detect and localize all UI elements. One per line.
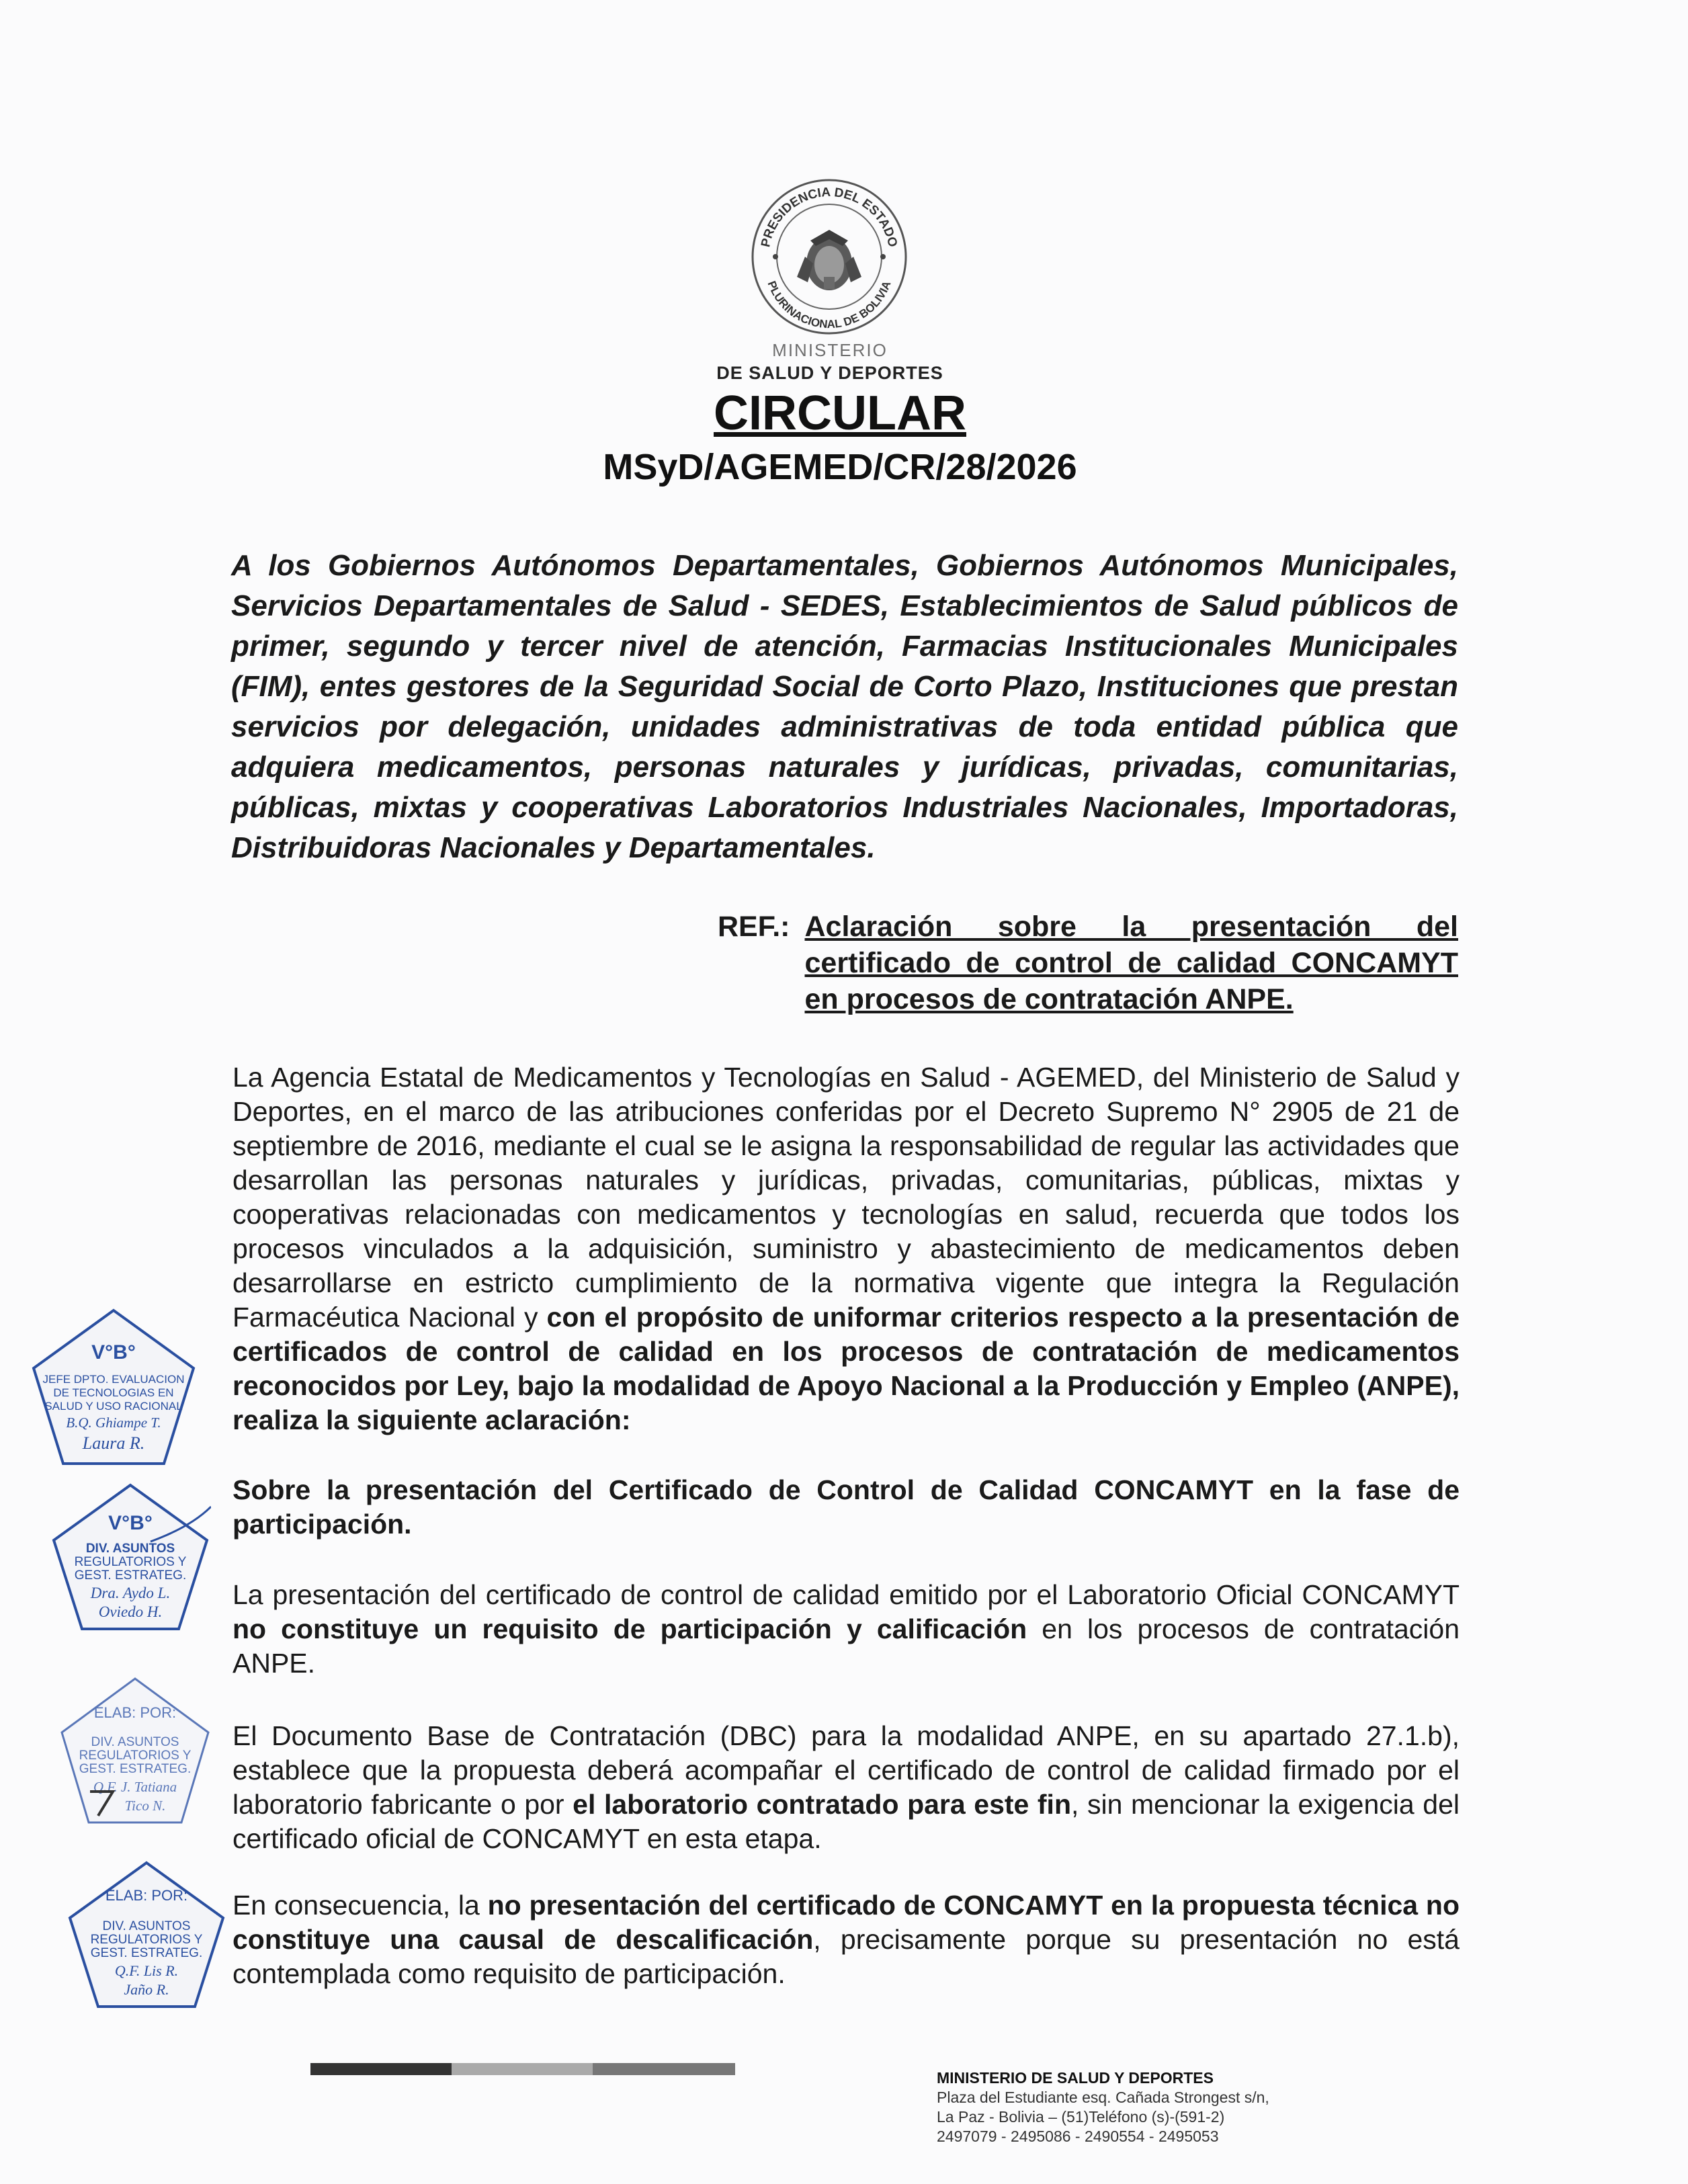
state-seal-logo [749,176,910,337]
stamp-2-name: Oviedo H. [98,1603,163,1620]
elaboration-stamp-1 [58,1673,212,1828]
stamp-2-top: V°B° [108,1512,153,1534]
body-paragraph-3 [233,1719,1460,1856]
footer-org: MINISTERIO DE SALUD Y DEPORTES [937,2069,1214,2087]
ministry-name: DE SALUD Y DEPORTES [716,363,943,383]
p2-bold-text: no constituye un requisito de participación y calificación [233,1613,1027,1644]
stamp-3-line: DIV. ASUNTOS [91,1735,179,1749]
p2-text-a: La presentación del certificado de control de calidad emitido por el Laboratorio Oficial CONCAMYT [233,1579,1460,1610]
p4-bold-text: no presentación del certificado de CONCAMYT en la propuesta técnica no constituye una causal de descalificación [233,1890,1460,1955]
p1-text: La Agencia Estatal de Medicamentos y Tecnologías en Salud - AGEMED, del Ministerio de Salud y Deportes, en el marco de las atribuciones conferidas por el Decreto Supremo N° 2905 de 21 de septiembre de 2016, mediante el cual se le asigna la responsabilidad de regular las actividades que desarrollan las personas naturales y jurídicas, privadas, comunitarias, públicas, mixtas y cooperativas relacionadas con medicamentos y tecnologías en salud, recuerda que todos los procesos vinculados a la adquisición, suministro y abastecimiento de medicamentos deben desarrollarse en estricto cumplimiento de la normativa vigente que integra la Regulación Farmacéutica Nacional y [233,1062,1460,1333]
section-subheading: Sobre la presentación del Certificado de Control de Calidad CONCAMYT en la fase de participación. [233,1474,1460,1540]
document-title: CIRCULAR [714,386,966,440]
footer-contact [937,2068,1407,2146]
stamp-3-line: REGULATORIOS Y [79,1749,192,1763]
reference-label: REF.: [718,911,790,943]
footer-phone-numbers: 2497079 - 2495086 - 2490554 - 2495053 [937,2128,1219,2145]
stamp-2-line: REGULATORIOS Y [74,1555,187,1569]
approval-stamp-1 [30,1305,198,1473]
body-paragraph-1 [233,1060,1460,1437]
reference-text: Aclaración sobre la presentación del certificado de control de calidad CONCAMYT en procesos de contratación ANPE. [804,911,1458,1015]
approval-stamp-2 [50,1480,211,1634]
seal-text-bottom: PLURINACIONAL DE BOLIVIA [765,279,894,331]
footer-city-phone: La Paz - Bolivia – (51)Teléfono (s)-(591-2) [937,2108,1225,2126]
stamp-1-line: JEFE DPTO. EVALUACION [42,1373,185,1386]
stamp-3-line: GEST. ESTRATEG. [79,1762,192,1776]
document-code: MSyD/AGEMED/CR/28/2026 [603,447,1077,487]
stamp-1-line: SALUD Y USO RACIONAL [44,1400,183,1413]
stamp-4-line: REGULATORIOS Y [90,1933,203,1947]
footer-decorative-bar [310,2063,735,2075]
stamp-1-name: Laura R. [82,1433,145,1453]
elaboration-stamp-2 [66,1857,227,2012]
stamp-1-top: V°B° [91,1341,136,1363]
stamp-1-line: DE TECNOLOGIAS EN [53,1386,174,1399]
stamp-4-name: Q.F. Lis R. [114,1962,179,1979]
stamp-2-name: Dra. Aydo L. [90,1585,171,1601]
stamp-3-name: Q.F. J. Tatiana [93,1779,177,1795]
footer-address: Plaza del Estudiante esq. Cañada Strongest s/n, [937,2089,1269,2106]
p3-text-a: El Documento Base de Contratación (DBC) para la modalidad ANPE, en su apartado 27.1.b), establece que la propuesta deberá acompañar el certificado de control de calidad firmado por el laboratorio fabricante o por [233,1720,1460,1820]
p2-text-c: en los procesos de contratación ANPE. [233,1613,1460,1679]
stamp-4-name: Jaño R. [124,1981,169,1998]
stamp-2-line: DIV. ASUNTOS [85,1542,175,1556]
addressee-paragraph: A los Gobiernos Autónomos Departamentales, Gobiernos Autónomos Municipales, Servicios Departamentales de Salud - SEDES, Establecimientos de Salud públicos de primer, segundo y tercer nivel de atención, Farmacias Institucionales Municipales (FIM), entes gestores de la Seguridad Social de Corto Plazo, Instituciones que prestan servicios por delegación, unidades administrativas de toda entidad pública que adquiera medicamentos, personas naturales y jurídicas, privadas, comunitarias, públicas, mixtas y cooperativas Laboratorios Industriales Nacionales, Importadoras, Distribuidoras Nacionales y Departamentales. [231,549,1458,864]
stamp-4-top: ELAB: POR: [105,1887,188,1904]
seal-text-top: PRESIDENCIA DEL ESTADO [759,185,900,249]
p3-text-c: , sin mencionar la exigencia del certificado oficial de CONCAMYT en esta etapa. [233,1789,1460,1854]
p4-text-a: En consecuencia, la [233,1890,488,1921]
stamp-1-name: B.Q. Ghiampe T. [66,1415,161,1431]
stamp-3-name: Tico N. [124,1798,166,1814]
reference-block [718,909,1458,1023]
p1-bold-text: con el propósito de uniformar criterios respecto a la presentación de certificados de control de calidad en los procesos de contratación de medicamentos reconocidos por Ley, bajo la modalidad de Apoyo Nacional a la Producción y Empleo (ANPE), realiza la siguiente aclaración: [233,1302,1460,1435]
stamp-4-line: GEST. ESTRATEG. [90,1946,203,1960]
p3-bold-text: el laboratorio contratado para este fin [573,1789,1071,1820]
stamp-4-line: DIV. ASUNTOS [102,1919,191,1933]
stamp-2-line: GEST. ESTRATEG. [74,1568,187,1583]
body-paragraph-2 [233,1578,1460,1681]
ministry-label: MINISTERIO [772,340,888,360]
body-paragraph-4 [233,1888,1460,1991]
p4-text-c: , precisamente porque su presentación no está contemplada como requisito de participación. [233,1924,1460,1989]
stamp-3-top: ELAB: POR: [93,1704,177,1721]
